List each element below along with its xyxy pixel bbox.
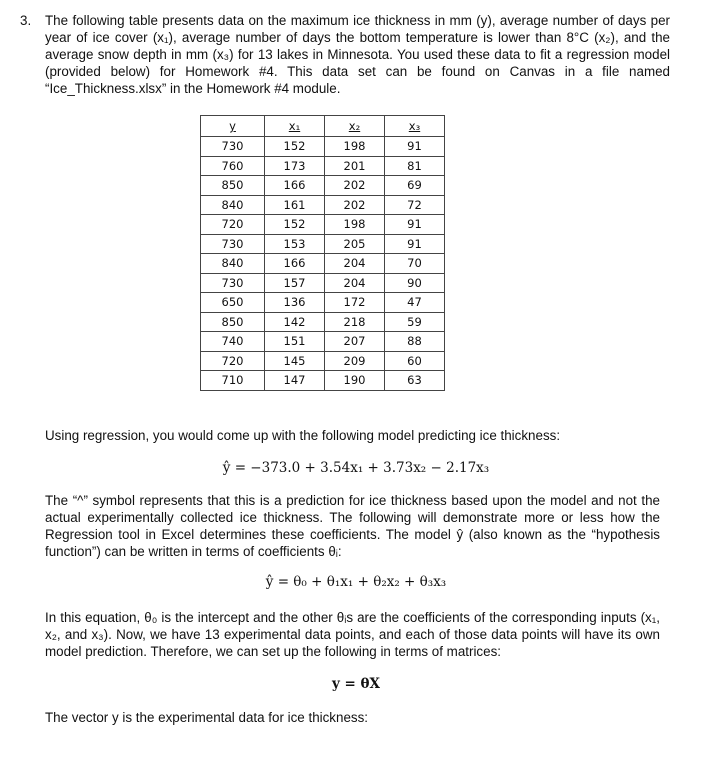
problem-number: 3. bbox=[20, 13, 32, 28]
table-row bbox=[201, 195, 445, 215]
table-row bbox=[201, 176, 445, 196]
problem-3 bbox=[20, 12, 670, 97]
cell-x1: 152 bbox=[265, 137, 325, 157]
table-row bbox=[201, 254, 445, 274]
cell-x3: 63 bbox=[385, 371, 445, 391]
cell-x3: 70 bbox=[385, 254, 445, 274]
table-row bbox=[201, 293, 445, 313]
cell-x1: 166 bbox=[265, 176, 325, 196]
table-row bbox=[201, 273, 445, 293]
table-row bbox=[201, 234, 445, 254]
problem-intro-text: The following table presents data on the maximum ice thickness in mm (y), average number of days per year of ice cover (x₁), average number of days the bottom temperature is lower than 8°C (x₂), and the average snow depth in mm (x₃) for 13 lakes in Minnesota. You used these data to fit a regression model (provided below) for Homework #4. This data set can be found on Canvas in a file named “Ice_Thickness.xlsx” in the Homework #4 module. bbox=[45, 13, 670, 96]
cell-y: 760 bbox=[201, 156, 265, 176]
table-row bbox=[201, 332, 445, 352]
cell-x1: 152 bbox=[265, 215, 325, 235]
table-header-row bbox=[201, 116, 445, 137]
cell-x3: 91 bbox=[385, 137, 445, 157]
cell-x2: 205 bbox=[325, 234, 385, 254]
cell-x2: 209 bbox=[325, 351, 385, 371]
hypothesis-equation: ŷ = θ₀ + θ₁x₁ + θ₂x₂ + θ₃x₃ bbox=[265, 574, 447, 590]
header-x1: x₁ bbox=[265, 116, 325, 137]
table-row bbox=[201, 351, 445, 371]
cell-x1: 151 bbox=[265, 332, 325, 352]
cell-y: 710 bbox=[201, 371, 265, 391]
cell-x2: 198 bbox=[325, 215, 385, 235]
cell-x3: 69 bbox=[385, 176, 445, 196]
cell-y: 720 bbox=[201, 351, 265, 371]
cell-x3: 81 bbox=[385, 156, 445, 176]
matrix-equation-text: y = θX bbox=[331, 676, 381, 692]
cell-x3: 72 bbox=[385, 195, 445, 215]
cell-x3: 91 bbox=[385, 234, 445, 254]
cell-x2: 198 bbox=[325, 137, 385, 157]
cell-x1: 147 bbox=[265, 371, 325, 391]
cell-x3: 90 bbox=[385, 273, 445, 293]
header-x3: x₃ bbox=[385, 116, 445, 137]
cell-x3: 59 bbox=[385, 312, 445, 332]
cell-y: 720 bbox=[201, 215, 265, 235]
ice-thickness-table bbox=[200, 115, 445, 391]
cell-x3: 60 bbox=[385, 351, 445, 371]
cell-x2: 204 bbox=[325, 254, 385, 274]
intercept-paragraph: In this equation, θ₀ is the intercept and the other θᵢs are the coefficients of the corresponding inputs (x₁, x₂, and x₃). Now, we have 13 experimental data points, and each of those data points will have its own model prediction. Therefore, we can set up the following in terms of matrices: bbox=[45, 610, 660, 659]
matrix-equation bbox=[0, 676, 712, 692]
cell-x2: 172 bbox=[325, 293, 385, 313]
cell-y: 850 bbox=[201, 176, 265, 196]
cell-y: 730 bbox=[201, 137, 265, 157]
table-row bbox=[201, 156, 445, 176]
cell-x1: 161 bbox=[265, 195, 325, 215]
table-row bbox=[201, 137, 445, 157]
cell-x2: 204 bbox=[325, 273, 385, 293]
vector-sentence: The vector y is the experimental data for ice thickness: bbox=[45, 710, 369, 725]
table-row bbox=[201, 371, 445, 391]
header-y: y bbox=[201, 116, 265, 137]
header-x2: x₂ bbox=[325, 116, 385, 137]
cell-x1: 173 bbox=[265, 156, 325, 176]
cell-x1: 136 bbox=[265, 293, 325, 313]
caret-paragraph: The “^” symbol represents that this is a prediction for ice thickness based upon the model and not the actual experimentally collected ice thickness. The following will demonstrate more or less how the Regression tool in Excel determines these coefficients. The model ŷ (also known as the “hypothesis function”) can be written in terms of coefficients θᵢ: bbox=[45, 493, 660, 559]
cell-x1: 153 bbox=[265, 234, 325, 254]
cell-x1: 166 bbox=[265, 254, 325, 274]
cell-y: 740 bbox=[201, 332, 265, 352]
cell-x3: 88 bbox=[385, 332, 445, 352]
cell-x2: 218 bbox=[325, 312, 385, 332]
regression-intro: Using regression, you would come up with the following model predicting ice thickness: bbox=[45, 428, 561, 443]
cell-x2: 202 bbox=[325, 195, 385, 215]
model-equation: ŷ = −373.0 + 3.54x₁ + 3.73x₂ − 2.17x₃ bbox=[222, 460, 490, 476]
cell-x3: 47 bbox=[385, 293, 445, 313]
table-row bbox=[201, 312, 445, 332]
cell-y: 730 bbox=[201, 234, 265, 254]
cell-x3: 91 bbox=[385, 215, 445, 235]
cell-y: 730 bbox=[201, 273, 265, 293]
cell-x1: 157 bbox=[265, 273, 325, 293]
cell-x2: 190 bbox=[325, 371, 385, 391]
cell-x2: 202 bbox=[325, 176, 385, 196]
cell-x1: 142 bbox=[265, 312, 325, 332]
cell-y: 850 bbox=[201, 312, 265, 332]
cell-x2: 201 bbox=[325, 156, 385, 176]
cell-x2: 207 bbox=[325, 332, 385, 352]
cell-y: 650 bbox=[201, 293, 265, 313]
cell-y: 840 bbox=[201, 254, 265, 274]
table-row bbox=[201, 215, 445, 235]
cell-x1: 145 bbox=[265, 351, 325, 371]
cell-y: 840 bbox=[201, 195, 265, 215]
